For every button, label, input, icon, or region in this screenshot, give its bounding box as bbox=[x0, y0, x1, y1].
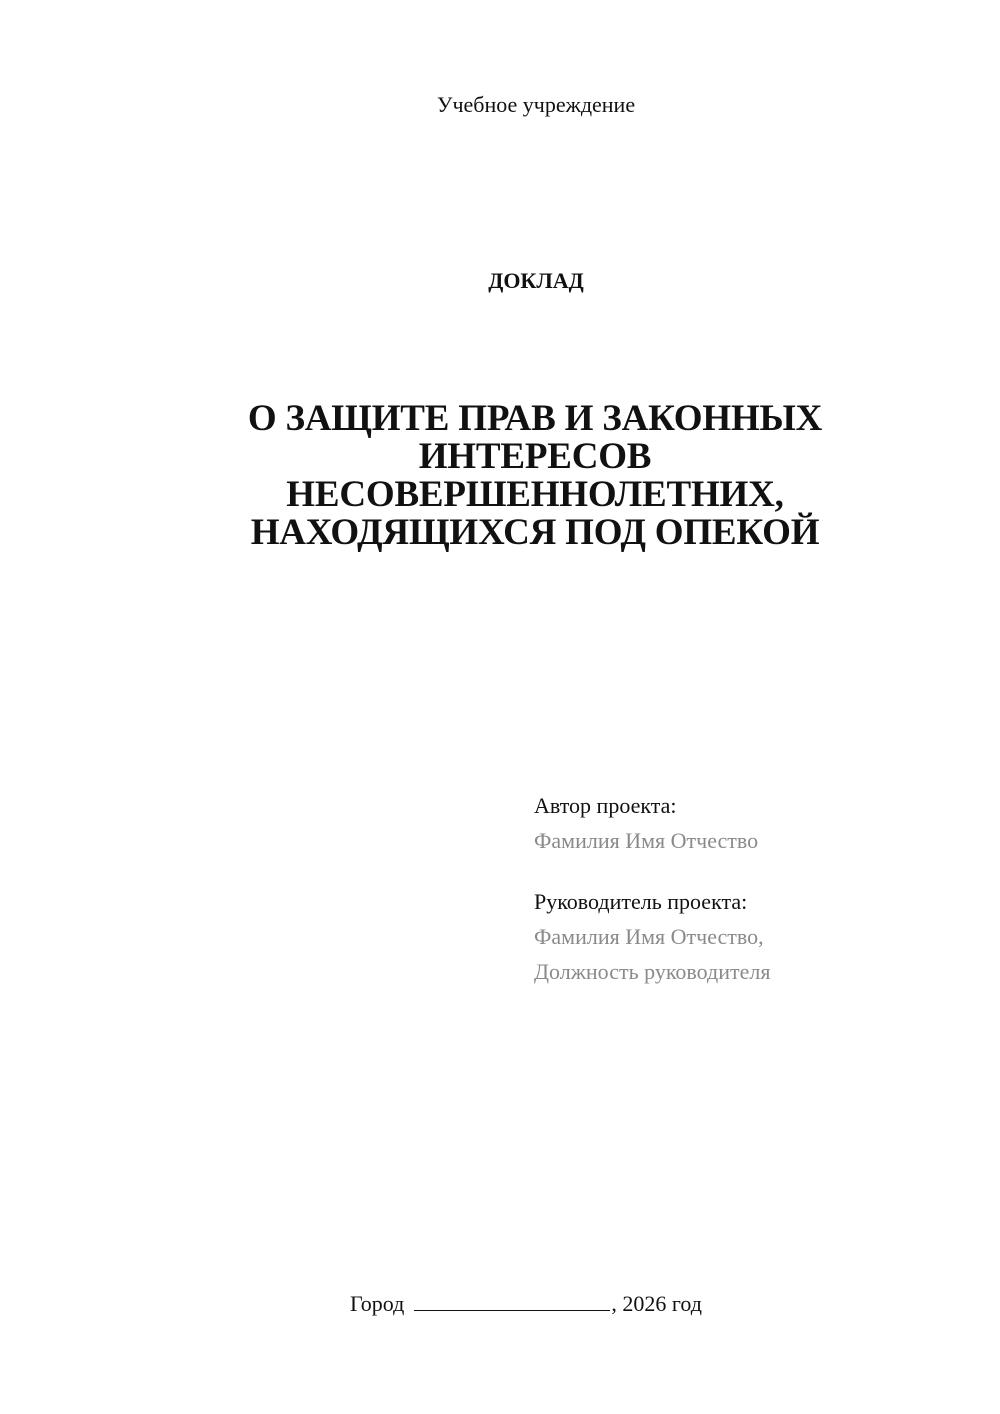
supervisor-name: Фамилия Имя Отчество, bbox=[534, 924, 764, 949]
document-title bbox=[185, 400, 885, 552]
title-line: ИНТЕРЕСОВ bbox=[418, 436, 652, 477]
year-text: , 2026 год bbox=[611, 1291, 702, 1316]
supervisor-label: Руководитель проекта: bbox=[534, 889, 748, 914]
author-name: Фамилия Имя Отчество bbox=[534, 828, 759, 853]
credits-block bbox=[534, 788, 974, 989]
title-line: НАХОДЯЩИХСЯ ПОД ОПЕКОЙ bbox=[250, 512, 820, 553]
city-label: Город bbox=[350, 1291, 405, 1316]
title-line: О ЗАЩИТЕ ПРАВ И ЗАКОННЫХ bbox=[247, 398, 823, 439]
author-label: Автор проекта: bbox=[534, 793, 677, 818]
footer-city-year bbox=[350, 1290, 850, 1318]
institution-name: Учебное учреждение bbox=[436, 92, 636, 117]
supervisor-position: Должность руководителя bbox=[534, 959, 771, 984]
document-type: ДОКЛАД bbox=[488, 268, 584, 293]
title-line: НЕСОВЕРШЕННОЛЕТНИХ, bbox=[286, 474, 784, 515]
city-blank-line bbox=[414, 1290, 610, 1311]
